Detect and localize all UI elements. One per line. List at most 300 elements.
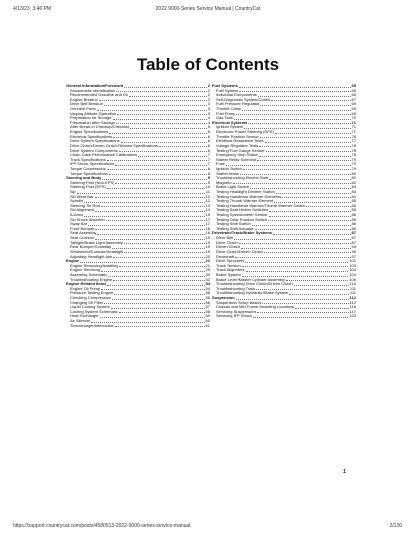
toc-entry-title: Gas Tank bbox=[216, 116, 233, 121]
toc-entry-title: Pressure Testing Engine bbox=[70, 291, 114, 296]
toc-dot-leader bbox=[107, 188, 205, 189]
toc-page-number: 86 bbox=[351, 212, 356, 218]
toc-entry-title: Track Alignment bbox=[216, 268, 245, 273]
page-number: 1 bbox=[343, 469, 346, 475]
toc-page-number: 9 bbox=[207, 179, 210, 185]
toc-entry-title: Self-Diagnostic System/Codes bbox=[216, 97, 271, 102]
toc-entry-title: Air Silencer bbox=[70, 319, 91, 324]
toc-page-number: 65 bbox=[351, 87, 356, 93]
toc-page-number: 84 bbox=[351, 193, 356, 199]
toc-page-number: 11 bbox=[205, 189, 210, 194]
toc-dot-leader bbox=[234, 239, 350, 240]
toc-entry-title: Testing Seat Heater Switches bbox=[216, 208, 269, 213]
toc-page-number: 19 bbox=[205, 244, 210, 250]
toc-dot-leader bbox=[245, 262, 348, 263]
toc-dot-leader bbox=[234, 119, 351, 120]
toc-dot-leader bbox=[102, 179, 206, 180]
toc-entry-title: Snowmobile Identification bbox=[70, 88, 116, 93]
toc-page-number: 52 bbox=[205, 276, 210, 282]
toc-entry-title: Drive System Components bbox=[70, 148, 118, 153]
toc-page-number: 2 bbox=[207, 92, 210, 98]
toc-dot-leader bbox=[97, 110, 207, 111]
toc-entry-title: A-Arms bbox=[70, 213, 84, 218]
toc-entry-title: Throttle Position Sensor bbox=[216, 134, 259, 139]
toc-dot-leader bbox=[240, 174, 350, 175]
toc-dot-leader bbox=[306, 206, 350, 207]
toc-item-row[interactable] bbox=[66, 324, 210, 329]
toc-dot-leader bbox=[88, 225, 204, 226]
toc-page-number: 97 bbox=[351, 253, 356, 259]
toc-page-number: 82 bbox=[351, 179, 356, 185]
toc-page-number: 79 bbox=[351, 156, 356, 162]
toc-entry-title: Starter Motor bbox=[216, 171, 240, 176]
toc-page-number: 7 bbox=[207, 152, 210, 158]
toc-page-number: 69 bbox=[351, 110, 356, 116]
toc-dot-leader bbox=[119, 266, 204, 267]
toc-entry-title: Turbocharger/Intercooler bbox=[70, 323, 114, 328]
toc-page-number: 17 bbox=[205, 221, 210, 227]
toc-entry-title: Emergency Stop Switch bbox=[216, 153, 259, 158]
toc-dot-leader bbox=[124, 87, 206, 88]
toc-entry-title: Servicing Suspensions bbox=[216, 309, 257, 314]
toc-dot-leader bbox=[114, 294, 204, 295]
toc-entry-title: Testing Gear Position Switch bbox=[216, 217, 267, 222]
toc-dot-leader bbox=[115, 165, 207, 166]
toc-entry-title: Electrical Specifications bbox=[70, 134, 113, 139]
toc-page-number: 5 bbox=[207, 124, 210, 130]
toc-entry-title: Drive System Specifications bbox=[70, 139, 120, 144]
toc-dot-leader bbox=[107, 160, 207, 161]
toc-entry-title: Driven Clutch bbox=[216, 245, 241, 250]
toc-dot-leader bbox=[113, 280, 204, 281]
toc-page-number: 65 bbox=[351, 82, 356, 88]
toc-dot-leader bbox=[159, 146, 207, 147]
toc-page-number: 76 bbox=[351, 133, 356, 139]
toc-dot-leader bbox=[257, 312, 348, 313]
toc-page-number: 18 bbox=[205, 225, 210, 231]
toc-page-number: 12 bbox=[205, 193, 210, 199]
toc-dot-leader bbox=[115, 183, 206, 184]
toc-dot-leader bbox=[242, 266, 349, 267]
toc-entry-title: Steering Post (Non-EPS) bbox=[70, 180, 115, 185]
toc-page-number: 54 bbox=[205, 285, 210, 291]
toc-entry-title: Fuse bbox=[216, 162, 225, 167]
toc-dot-leader bbox=[107, 285, 204, 286]
toc-entry-title: Troubleshooting Electric Start bbox=[216, 176, 269, 181]
toc-dot-leader bbox=[100, 317, 205, 318]
toc-dot-leader bbox=[113, 119, 207, 120]
toc-page-number: 4 bbox=[207, 119, 210, 125]
toc-entry-title: Drive Sprockets bbox=[216, 259, 245, 264]
toc-dot-leader bbox=[260, 105, 350, 106]
toc-entry-title: Drive Clutch/Driven Clutch bbox=[216, 249, 263, 254]
toc-entry-title: Troubleshooting Track bbox=[216, 286, 256, 291]
toc-dot-leader bbox=[101, 271, 205, 272]
toc-dot-leader bbox=[236, 299, 349, 300]
toc-page-number: 15 bbox=[205, 212, 210, 218]
toc-entry-title: Troubleshooting Engine bbox=[70, 277, 113, 282]
toc-entry-title: Assembly Schematic bbox=[70, 272, 108, 277]
toc-dot-leader bbox=[269, 179, 350, 180]
toc-page-number: 19 bbox=[205, 235, 210, 241]
toc-entry-title: Engine Removing/Installing bbox=[70, 263, 119, 268]
toc-entry-title: Genuine Parts bbox=[70, 107, 96, 112]
toc-dot-leader bbox=[109, 174, 207, 175]
toc-dot-leader bbox=[236, 114, 350, 115]
toc-page-number: 86 bbox=[351, 216, 356, 222]
toc-right-column bbox=[212, 84, 356, 319]
toc-dot-leader bbox=[119, 312, 205, 313]
toc-page-number: 21 bbox=[205, 262, 210, 268]
toc-entry-title: Fuel System bbox=[216, 88, 239, 93]
toc-page-number: 103 bbox=[349, 262, 356, 268]
toc-page-number: 61 bbox=[205, 322, 210, 328]
toc-page-number: 110 bbox=[349, 281, 356, 287]
toc-page-number: 86 bbox=[351, 221, 356, 227]
toc-entry-title: Testing Fuel Gauge Sender bbox=[216, 148, 265, 153]
toc-entry-title: IFP Shock Specifications bbox=[70, 162, 115, 167]
toc-dot-leader bbox=[124, 243, 205, 244]
toc-dot-leader bbox=[91, 322, 204, 323]
toc-dot-leader bbox=[124, 252, 204, 253]
toc-entry-title: Brake System bbox=[216, 272, 241, 277]
toc-page-number: 3 bbox=[207, 110, 210, 116]
toc-page-number: 59 bbox=[205, 313, 210, 319]
toc-entry-title: Voltage Regulator Tests bbox=[216, 143, 259, 148]
toc-page-number: 8 bbox=[207, 165, 210, 171]
toc-entry-title: Ignition System bbox=[216, 125, 244, 130]
toc-entry-title: Chain Case Performance Calibrations bbox=[70, 153, 138, 158]
toc-page-number: 56 bbox=[205, 295, 210, 301]
toc-page-number: 6 bbox=[207, 147, 210, 153]
toc-entry-title: Throttle Cable bbox=[216, 107, 242, 112]
toc-entry-title: Chassis and Mid Frame Mounting Locations bbox=[216, 305, 295, 310]
footer-page-count: 2/130 bbox=[389, 523, 402, 529]
toc-page-number: 8 bbox=[207, 170, 210, 176]
toc-entry-title: Engine Specifications bbox=[70, 130, 109, 135]
toc-entry-title: Spindle bbox=[70, 199, 84, 204]
toc-entry-title: Windshield/Console/Headlight bbox=[70, 249, 124, 254]
toc-page-number: 9 bbox=[207, 175, 210, 181]
toc-page-number: 3 bbox=[207, 101, 210, 107]
toc-entry-title: Testing Handlebar Warmer/Thumb Warmer Switch bbox=[216, 203, 306, 208]
toc-dot-leader bbox=[84, 216, 204, 217]
toc-entry-title: Electrical Systems bbox=[212, 120, 248, 125]
toc-dot-leader bbox=[257, 160, 351, 161]
toc-page-number: 21 bbox=[205, 258, 210, 264]
toc-entry-title: Ski Alignment bbox=[70, 208, 95, 213]
toc-entry-title: Engine Servicing bbox=[70, 268, 101, 273]
toc-dot-leader bbox=[119, 151, 207, 152]
toc-page-number: 2 bbox=[207, 82, 210, 88]
toc-dot-leader bbox=[286, 280, 348, 281]
toc-entry-title: General Information/Foreword bbox=[66, 83, 124, 88]
toc-dot-leader bbox=[282, 197, 350, 198]
toc-page-number: 101 bbox=[349, 258, 356, 264]
toc-page-number: 85 bbox=[351, 207, 356, 213]
toc-page-number: 14 bbox=[205, 207, 210, 213]
toc-entry-title: Drive Belt bbox=[216, 236, 234, 241]
toc-entry-title: Testing Thumb Warmer Element bbox=[216, 199, 274, 204]
toc-page-number: 10 bbox=[205, 184, 210, 190]
toc-dot-leader bbox=[248, 123, 350, 124]
toc-entry-title: Torque Conversions bbox=[70, 166, 106, 171]
toc-entry-title: Engine Oil Pump bbox=[70, 286, 101, 291]
toc-page-number: 84 bbox=[351, 189, 356, 194]
toc-dot-leader bbox=[113, 257, 204, 258]
toc-dot-leader bbox=[239, 91, 350, 92]
toc-page-number: 117 bbox=[349, 308, 356, 314]
toc-entry-title: Ski Shock Absorber bbox=[70, 217, 105, 222]
toc-dot-leader bbox=[129, 96, 207, 97]
toc-dot-leader bbox=[113, 137, 207, 138]
toc-page-number: 82 bbox=[351, 175, 356, 181]
toc-dot-leader bbox=[243, 169, 351, 170]
toc-page-number: 12 bbox=[205, 198, 210, 204]
toc-dot-leader bbox=[294, 285, 349, 286]
toc-dot-leader bbox=[239, 87, 351, 88]
toc-entry-title: Seat Assembly bbox=[70, 231, 97, 236]
toc-entry-title: Starter Relay Solenoid bbox=[216, 157, 257, 162]
toc-page-number: 19 bbox=[205, 239, 210, 245]
print-datetime: 4/13/23, 3:46 PM bbox=[13, 6, 52, 12]
toc-dot-leader bbox=[255, 229, 351, 230]
toc-dot-leader bbox=[276, 193, 351, 194]
toc-dot-leader bbox=[116, 123, 207, 124]
toc-dot-leader bbox=[233, 183, 351, 184]
toc-page-number: 79 bbox=[351, 161, 356, 167]
toc-entry-title: Testing Headlight Dimmer Switch bbox=[216, 190, 275, 194]
toc-page-number: 104 bbox=[349, 267, 356, 273]
toc-entry-title: Drive Belt Break-in bbox=[70, 102, 104, 107]
toc-item-row[interactable] bbox=[212, 314, 356, 319]
toc-dot-leader bbox=[242, 276, 348, 277]
footer-url: https://support.countrycat.com/posts/4580513-2022-9000-series-service-manual bbox=[13, 523, 191, 529]
toc-dot-leader bbox=[116, 91, 206, 92]
toc-entry-title: Torque Specifications bbox=[70, 171, 109, 176]
toc-page-number: 84 bbox=[351, 184, 356, 190]
toc-page-number: 78 bbox=[351, 147, 356, 153]
document-title-header: 2022 9000-Series Service Manual | CountryCat bbox=[155, 6, 261, 12]
toc-entry-title: Electronic Power Steering (EPS) bbox=[216, 130, 274, 135]
toc-dot-leader bbox=[99, 100, 206, 101]
toc-entry-title: Drivetrain/Track/Brake Systems bbox=[212, 231, 273, 236]
toc-entry-title: Suspension Setup Basics bbox=[216, 300, 262, 305]
toc-dot-leader bbox=[112, 299, 204, 300]
toc-dot-leader bbox=[275, 133, 351, 134]
toc-entry-title: Steering and Body bbox=[66, 176, 102, 181]
toc-entry-title: Cooling System Schematic bbox=[70, 309, 118, 314]
toc-dot-leader bbox=[259, 156, 350, 157]
toc-dot-leader bbox=[77, 193, 205, 194]
toc-entry-title: Brake Light Switch bbox=[216, 185, 250, 190]
toc-left-column bbox=[66, 84, 210, 328]
toc-dot-leader bbox=[84, 202, 204, 203]
toc-entry-title: Servicing IFP Shock bbox=[216, 314, 252, 319]
toc-dot-leader bbox=[256, 289, 348, 290]
toc-entry-title: Sway Bar bbox=[70, 222, 88, 227]
toc-page-number: 71 bbox=[351, 124, 356, 130]
toc-dot-leader bbox=[226, 165, 351, 166]
toc-entry-title: Adjusting Headlight Aim bbox=[70, 254, 113, 259]
toc-dot-leader bbox=[244, 128, 350, 129]
toc-page-number: 96 bbox=[351, 248, 356, 254]
toc-entry-title: Engine bbox=[66, 259, 80, 264]
toc-dot-leader bbox=[104, 303, 204, 304]
toc-page-number: 94 bbox=[351, 244, 356, 250]
toc-dot-leader bbox=[95, 239, 205, 240]
toc-dot-leader bbox=[95, 197, 205, 198]
toc-page-number: 111 bbox=[349, 285, 356, 291]
toc-dot-leader bbox=[260, 137, 351, 138]
toc-entry-title: After Break-In Checkup/Checklist bbox=[70, 125, 129, 130]
toc-entry-title: Troubleshooting Hydraulic Brake System bbox=[216, 291, 289, 296]
toc-page-number: 77 bbox=[351, 138, 356, 144]
toc-entry-title: Testing Shift Actuator bbox=[216, 226, 254, 231]
toc-entry-title: Seat Cushion bbox=[70, 236, 95, 241]
toc-page-number: 18 bbox=[205, 230, 210, 236]
toc-dot-leader bbox=[274, 202, 350, 203]
toc-dot-leader bbox=[106, 220, 205, 221]
toc-entry-title: Electrical Resistance Tests bbox=[216, 139, 264, 144]
toc-dot-leader bbox=[269, 216, 351, 217]
toc-entry-title: Front Bumper bbox=[70, 226, 95, 231]
toc-page-number: 116 bbox=[349, 304, 356, 310]
toc-page-number: 54 bbox=[205, 281, 210, 287]
toc-dot-leader bbox=[253, 317, 348, 318]
toc-page-number: 65 bbox=[351, 92, 356, 98]
toc-entry-title: Individual Components bbox=[216, 93, 257, 98]
toc-entry-title: Fuel Pump bbox=[216, 111, 236, 116]
toc-page-number: 85 bbox=[351, 198, 356, 204]
toc-page-number: 20 bbox=[205, 253, 210, 259]
toc-entry-title: Track Specifications bbox=[70, 157, 106, 162]
toc-page-number: 104 bbox=[349, 271, 356, 277]
toc-page-number: 7 bbox=[207, 156, 210, 162]
toc-page-number: 17 bbox=[205, 216, 210, 222]
toc-dot-leader bbox=[111, 308, 205, 309]
toc-entry-title: Taillight/Brake Light Assembly bbox=[70, 240, 123, 245]
toc-page-number: 56 bbox=[205, 290, 210, 296]
toc-dot-leader bbox=[266, 151, 351, 152]
toc-page-number: 87 bbox=[351, 239, 356, 245]
toc-dot-leader bbox=[112, 248, 204, 249]
toc-page-number: 79 bbox=[351, 165, 356, 171]
toc-dot-leader bbox=[95, 211, 204, 212]
toc-dot-leader bbox=[265, 142, 351, 143]
toc-dot-leader bbox=[101, 206, 205, 207]
toc-entry-title: Suspension bbox=[212, 296, 235, 301]
toc-dot-leader bbox=[252, 225, 351, 226]
toc-page-number: 87 bbox=[351, 235, 356, 241]
toc-page-number: 78 bbox=[351, 152, 356, 158]
toc-dot-leader bbox=[235, 257, 351, 258]
toc-entry-title: Testing Handlebar Warmer Elements bbox=[216, 194, 282, 199]
toc-entry-title: Steering Tie Rod bbox=[70, 203, 100, 208]
toc-page-number: 3 bbox=[207, 106, 210, 112]
toc-entry-title: Fuel Pressure Regulator bbox=[216, 102, 260, 107]
toc-entry-title: Preparation after Storage bbox=[70, 120, 115, 125]
toc-dot-leader bbox=[101, 289, 205, 290]
toc-dot-leader bbox=[115, 326, 205, 327]
toc-entry-title: Rear Bumper/Snowflap bbox=[70, 245, 112, 250]
toc-dot-leader bbox=[273, 234, 351, 235]
toc-page-number: 112 bbox=[349, 299, 356, 305]
toc-entry-title: Ski Wear Bar bbox=[70, 194, 94, 199]
toc-entry-title: Varying Altitude Operation bbox=[70, 111, 117, 116]
toc-dot-leader bbox=[239, 243, 351, 244]
toc-page-number: 86 bbox=[351, 225, 356, 231]
toc-entry-title: Magneto bbox=[216, 180, 232, 185]
toc-entry-title: Brake Lever/Master Cylinder Assembly bbox=[216, 277, 285, 282]
toc-page-number: 5 bbox=[207, 129, 210, 135]
toc-entry-title: Fuel Systems bbox=[212, 83, 238, 88]
toc-entry-title: Ski bbox=[70, 190, 76, 194]
toc-page-number: 69 bbox=[351, 106, 356, 112]
toc-page-number: 85 bbox=[351, 202, 356, 208]
toc-entry-title: Changing Oil Filter bbox=[70, 300, 104, 305]
toc-entry-title: Recommended Gasoline and Oil bbox=[70, 93, 128, 98]
toc-page-number: 71 bbox=[351, 119, 356, 125]
toc-dot-leader bbox=[242, 110, 350, 111]
toc-dot-leader bbox=[108, 276, 204, 277]
toc-dot-leader bbox=[121, 142, 207, 143]
toc-page-number: 123 bbox=[349, 313, 356, 319]
toc-entry-title: Engine Related Items bbox=[66, 282, 107, 287]
toc-dot-leader bbox=[289, 294, 349, 295]
page-title: Table of Contents bbox=[136, 55, 280, 74]
toc-page-number: 67 bbox=[351, 96, 356, 102]
toc-dot-leader bbox=[104, 105, 206, 106]
toc-entry-title: Drive Clutch/Driven Clutch-Related Specifications bbox=[70, 143, 158, 148]
toc-page-number: 78 bbox=[351, 142, 356, 148]
toc-page-number: 58 bbox=[205, 308, 210, 314]
toc-entry-title: Troubleshooting Drive Clutch/Driven Clutch bbox=[216, 282, 293, 287]
toc-entry-title: Liquid Cooling System bbox=[70, 305, 110, 310]
toc-dot-leader bbox=[295, 308, 349, 309]
toc-dot-leader bbox=[262, 303, 348, 304]
toc-page-number: 57 bbox=[205, 304, 210, 310]
toc-dot-leader bbox=[259, 146, 350, 147]
toc-dot-leader bbox=[80, 262, 204, 263]
toc-page-number: 69 bbox=[351, 101, 356, 107]
toc-page-number: 29 bbox=[205, 267, 210, 273]
toc-page-number: 70 bbox=[351, 115, 356, 121]
toc-dot-leader bbox=[107, 169, 207, 170]
toc-dot-leader bbox=[117, 114, 207, 115]
toc-page-number: 7 bbox=[207, 161, 210, 167]
toc-dot-leader bbox=[268, 220, 351, 221]
toc-page-number: 56 bbox=[205, 299, 210, 305]
toc-entry-title: Heat Exchanger bbox=[70, 314, 99, 319]
toc-dot-leader bbox=[271, 100, 351, 101]
toc-page-number: 111 bbox=[349, 290, 356, 296]
toc-dot-leader bbox=[109, 133, 207, 134]
toc-page-number: 60 bbox=[205, 318, 210, 324]
toc-page-number: 2 bbox=[207, 96, 210, 102]
toc-dot-leader bbox=[241, 248, 351, 249]
toc-page-number: 6 bbox=[207, 142, 210, 148]
toc-entry-title: Checking Compression bbox=[70, 296, 112, 301]
toc-dot-leader bbox=[264, 252, 351, 253]
toc-entry-title: Drive Clutch bbox=[216, 240, 238, 245]
toc-page-number: 19 bbox=[205, 248, 210, 254]
toc-entry-title: Testing Speedometer Sensor bbox=[216, 213, 268, 218]
toc-page-number: 80 bbox=[351, 170, 356, 176]
toc-entry-title: Track Tension bbox=[216, 263, 241, 268]
toc-page-number: 112 bbox=[349, 295, 356, 301]
toc-entry-title: Steering Post (EPS) bbox=[70, 185, 106, 190]
